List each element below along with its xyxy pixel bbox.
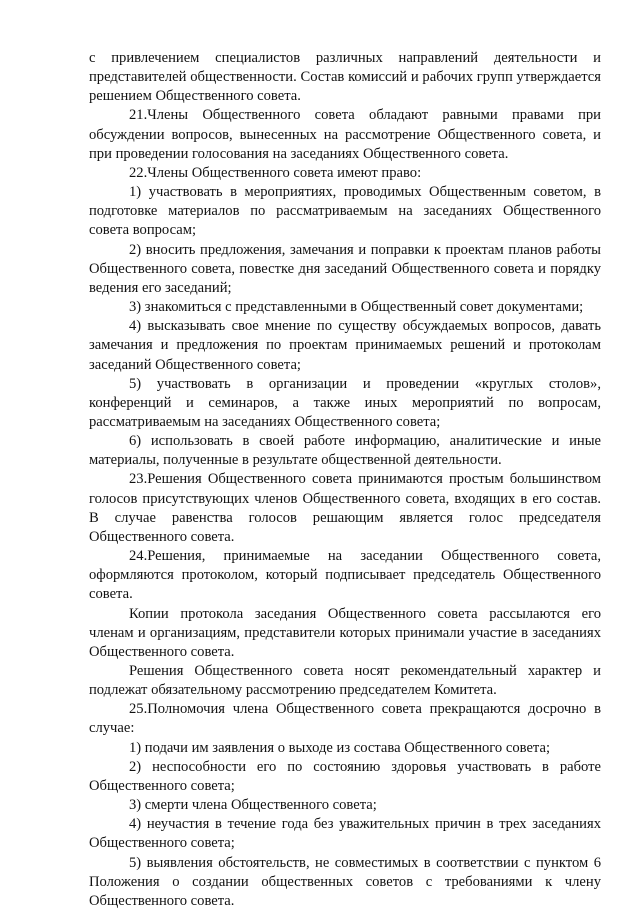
subitem-22-3: 3) знакомиться с представленными в Общественный совет документами;	[129, 299, 584, 316]
subitem-25-4: 4) неучастия в течение года без уважительных причин в трех заседаниях Общественного совета;	[89, 816, 601, 852]
paragraph-continuation: с привлечением специалистов различных направлений деятельности и представителей общественности. Состав комиссий и рабочих групп утверждается решением Общественного совета.	[89, 50, 601, 105]
subitem-25-1: 1) подачи им заявления о выходе из состава Общественного совета;	[129, 739, 551, 756]
paragraph-item-22: 22.Члены Общественного совета имеют право:	[129, 164, 422, 181]
paragraph-item-25: 25.Полномочия члена Общественного совета прекращаются досрочно в случае:	[89, 701, 601, 737]
subitem-25-3: 3) смерти члена Общественного совета;	[129, 797, 377, 814]
subitem-25-2: 2) неспособности его по состоянию здоровья участвовать в работе Общественного совета;	[89, 758, 601, 794]
paragraph-item-23: 23.Решения Общественного совета принимаются простым большинством голосов присутствующих членов Общественного совета, входящих в его состав. В случае равенства голосов решающим является голос председателя Общественного совета.	[89, 471, 601, 545]
subitem-22-1: 1) участвовать в мероприятиях, проводимых Общественным советом, в подготовке материалов по рассматриваемым на заседаниях Общественного совета вопросам;	[89, 184, 601, 239]
paragraph-decisions-advisory: Решения Общественного совета носят рекомендательный характер и подлежат обязательному рассмотрению председателем Комитета.	[89, 663, 601, 699]
document-page	[89, 49, 601, 911]
subitem-22-2: 2) вносить предложения, замечания и поправки к проектам планов работы Общественного совета, повестке дня заседаний Общественного совета и порядку ведения его заседаний;	[89, 241, 601, 296]
subitem-22-5: 5) участвовать в организации и проведении «круглых столов», конференций и семинаров, а также иных мероприятий по вопросам, рассматриваемым на заседаниях Общественного совета;	[89, 375, 601, 430]
subitem-25-5: 5) выявления обстоятельств, не совместимых в соответствии с пунктом 6 Положения о создании общественных советов с требованиями к члену Общественного совета.	[89, 854, 601, 909]
subitem-22-6: 6) использовать в своей работе информацию, аналитические и иные материалы, полученные в результате общественной деятельности.	[89, 433, 601, 469]
subitem-22-4: 4) высказывать свое мнение по существу обсуждаемых вопросов, давать замечания и предложения по проектам принимаемых решений и протоколам заседаний Общественного совета;	[89, 318, 601, 373]
paragraph-protocol-copies: Копии протокола заседания Общественного совета рассылаются его членам и организациям, представители которых принимали участие в заседаниях Общественного совета.	[89, 605, 601, 660]
paragraph-item-21: 21.Члены Общественного совета обладают равными правами при обсуждении вопросов, вынесенных на рассмотрение Общественного совета, и при проведении голосования на заседаниях Общественного совета.	[89, 107, 601, 162]
paragraph-item-24: 24.Решения, принимаемые на заседании Общественного совета, оформляются протоколом, который подписывает председатель Общественного совета.	[89, 548, 601, 603]
